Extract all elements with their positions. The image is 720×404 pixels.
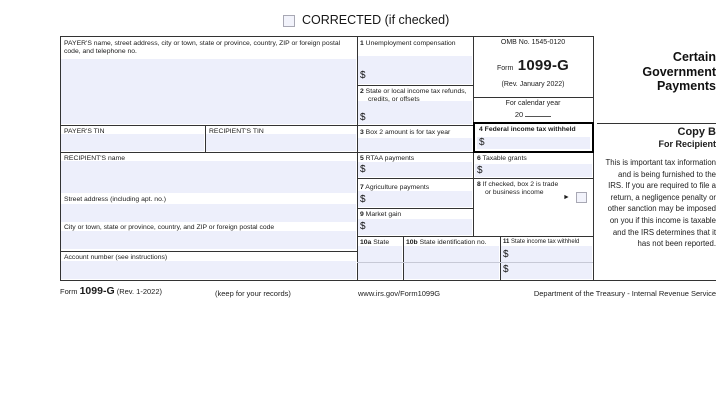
box11-number: 11 xyxy=(503,239,510,245)
recipient-notice: This is important tax information and is being furnished to the IRS. If you are required to file a return, a negligence penalty or other sanction may be imposed on you if this income is taxable and the IRS determines that it has not been reported. xyxy=(605,158,716,249)
column-divider xyxy=(357,36,358,280)
box8-arrow-icon: ► xyxy=(563,194,570,201)
recipient-name-field[interactable] xyxy=(61,161,356,193)
row-divider xyxy=(357,85,473,86)
box3-label: 3 Box 2 amount is for tax year xyxy=(360,129,451,136)
street-address-field[interactable] xyxy=(61,204,356,222)
corrected-label: CORRECTED (if checked) xyxy=(302,13,450,27)
payer-tin-label: PAYER'S TIN xyxy=(64,128,105,135)
revision-label: (Rev. January 2022) xyxy=(501,81,565,88)
box11-label: 11 State income tax withheld xyxy=(503,239,580,245)
form-top-border xyxy=(60,36,593,37)
row-divider xyxy=(60,125,473,126)
footer-revision: (Rev. 1-2022) xyxy=(116,287,163,296)
recipient-tin-label: RECIPIENT'S TIN xyxy=(209,128,264,135)
box6-dollar: $ xyxy=(477,165,483,176)
corrected-checkbox[interactable] xyxy=(283,15,295,27)
recipient-tin-field[interactable] xyxy=(206,134,356,151)
box6-label: 6 Taxable grants xyxy=(477,155,527,162)
box4-label: 4 Federal income tax withheld xyxy=(479,126,576,133)
box9-dollar: $ xyxy=(360,221,366,232)
box9-amount-field[interactable] xyxy=(358,219,472,235)
box1-label: 1 Unemployment compensation xyxy=(360,40,456,47)
for-recipient-label: For Recipient xyxy=(658,139,716,149)
box4-cell xyxy=(473,122,594,153)
form-word: Form xyxy=(496,65,514,72)
footer-keep-note: (keep for your records) xyxy=(215,289,291,298)
box7-number: 7 xyxy=(360,184,364,191)
row-divider xyxy=(60,251,357,252)
box9-number: 9 xyxy=(360,211,364,218)
form-number-header xyxy=(473,57,593,75)
box7-amount-field[interactable] xyxy=(358,191,472,207)
box4-dollar: $ xyxy=(479,137,485,148)
box6-number: 6 xyxy=(477,155,481,162)
payer-tin-field[interactable] xyxy=(61,134,204,151)
calendar-box-top xyxy=(473,97,593,98)
box2-label: 2 State or local income tax refunds, credits, or offsets xyxy=(360,88,467,104)
street-address-label: Street address (including apt. no.) xyxy=(64,196,167,203)
row-divider xyxy=(357,178,593,179)
payer-info-label: PAYER'S name, street address, city or town, state or province, country, ZIP or foreign postal code, and telephone no. xyxy=(64,40,341,56)
omb-number: OMB No. 1545-0120 xyxy=(500,39,566,46)
box1-amount-field[interactable] xyxy=(358,56,472,84)
account-number-field[interactable] xyxy=(61,261,356,279)
footer-form-number: 1099-G xyxy=(79,285,115,297)
box8-checkbox[interactable] xyxy=(576,192,587,203)
form-right-border xyxy=(593,36,594,280)
calendar-year-entry: 20 xyxy=(473,109,593,119)
calendar-year-label: For calendar year xyxy=(505,100,561,107)
form-number: 1099-G xyxy=(517,57,570,74)
tin-divider xyxy=(205,125,206,152)
box8-number: 8 xyxy=(477,181,481,188)
recipient-name-label: RECIPIENT'S name xyxy=(64,155,125,162)
box6-amount-field[interactable] xyxy=(475,164,592,177)
box5-label: 5 RTAA payments xyxy=(360,155,415,162)
form-title: Certain Government Payments xyxy=(642,50,716,93)
box2-number: 2 xyxy=(360,88,364,95)
box10a-number: 10a xyxy=(360,239,372,246)
account-number-label: Account number (see instructions) xyxy=(64,254,168,261)
city-field[interactable] xyxy=(61,231,356,249)
box1-dollar: $ xyxy=(360,70,366,81)
box11-dollar-2: $ xyxy=(503,264,509,275)
box5-number: 5 xyxy=(360,155,364,162)
payer-info-field[interactable] xyxy=(61,59,356,124)
form-bottom-border xyxy=(60,280,716,281)
box11-dollar-1: $ xyxy=(503,249,509,260)
box4-amount-field[interactable] xyxy=(477,137,590,149)
box10a-label: 10a State xyxy=(360,239,390,246)
box2-amount-field[interactable] xyxy=(358,101,472,124)
box1-number: 1 xyxy=(360,40,364,47)
year-entry-line[interactable] xyxy=(525,109,551,117)
row-divider xyxy=(357,236,593,237)
footer-form-id xyxy=(60,285,162,297)
copyb-divider xyxy=(597,123,716,124)
footer-treasury: Department of the Treasury - Internal Revenue Service xyxy=(533,289,716,298)
state-divider xyxy=(500,236,501,280)
state-row-divider xyxy=(357,262,593,263)
box5-dollar: $ xyxy=(360,164,366,175)
box3-number: 3 xyxy=(360,129,364,136)
box3-year-field[interactable] xyxy=(358,138,472,151)
footer-irs-url[interactable]: www.irs.gov/Form1099G xyxy=(358,289,441,298)
city-label: City or town, state or province, country, and ZIP or foreign postal code xyxy=(64,224,275,231)
box5-amount-field[interactable] xyxy=(358,162,472,177)
box10b-label: 10b State identification no. xyxy=(406,239,487,246)
box2-dollar: $ xyxy=(360,112,366,123)
state-divider xyxy=(403,236,404,280)
box8-label: 8 If checked, box 2 is trade or business income xyxy=(477,181,559,197)
row-divider xyxy=(357,208,473,209)
box7-label: 7 Agriculture payments xyxy=(360,184,430,191)
copy-b-label: Copy B xyxy=(677,126,716,138)
box9-label: 9 Market gain xyxy=(360,211,402,218)
footer-form-word: Form xyxy=(60,287,78,296)
box10b-number: 10b xyxy=(406,239,418,246)
box7-dollar: $ xyxy=(360,194,366,205)
form-left-border xyxy=(60,36,61,280)
